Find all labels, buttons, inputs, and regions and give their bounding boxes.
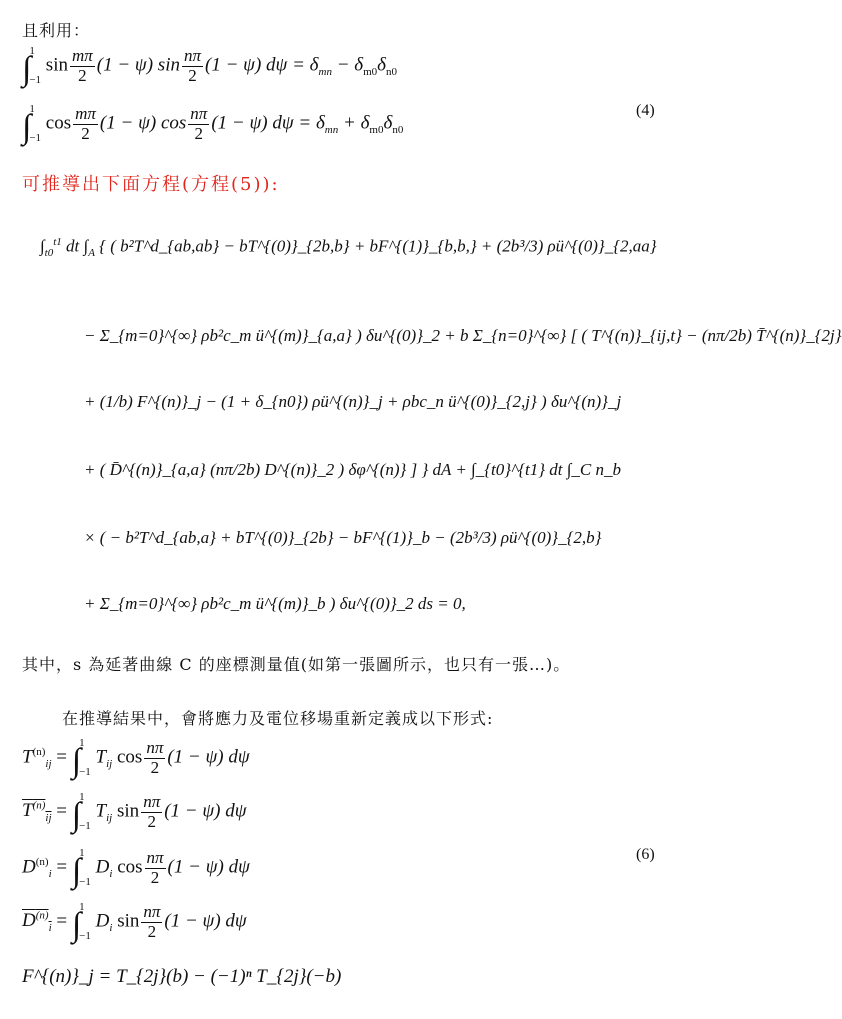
eq6-row1: $T^{(n)}_{ij}$ = ∫ 1 −1 $T_{ij}$ cos $\frac{n\pi}{2}$ (1 − ψ) dψ [22,737,250,780]
eq5-line4: + ( D̄^{(n)}_{a,a} (nπ/2b) D^{(n)}_2 ) δφ^{(n)} ] } dA + ∫_{t0}^{t1} dt ∫_C n_b [84,460,621,479]
integral-sign: ∫ [71,796,82,834]
eq5-line3: + (1/b) F^{(n)}_j − (1 + δ_{n0}) ρü^{(n)}_j + ρbc_n ü^{(0)}_{2,j} ) δu^{(n)}_j [84,392,622,411]
eq5-line6: + Σ_{m=0}^{∞} ρb²c_m ü^{(m)}_b ) δu^{(0)}_2 ds = 0, [84,594,466,613]
eq4-line1: ∫ 1 −1 sin $\frac{m\pi}{2}$ (1 − ψ) sin $\frac{n\pi}{2}$ (1 − ψ) $d\psi = \delta_{mn} - \delta_{m0}\delta_{n0}$ [22,45,398,88]
integral-sign: ∫ [22,108,32,146]
result-text: 在推導結果中，會將應力及電位移場重新定義成以下形式: [62,709,494,728]
derive-heading: 可推導出下面方程(方程(5)): [22,174,280,195]
where-text: 其中，s 為延著曲線 C 的座標測量值(如第一張圖所示，也只有一張…)。 [22,655,571,674]
eq6-row3: $D^{(n)}_i$ = ∫ 1 −1 $D_i$ cos $\frac{n\pi}{2}$ (1 − ψ) dψ [22,847,250,890]
eq4-line2: ∫ 1 −1 cos $\frac{m\pi}{2}$ (1 − ψ) cos $\frac{n\pi}{2}$ (1 − ψ) $d\psi = \delta_{mn} + \delta_{m0}\delta_{n0}$ [22,103,404,146]
eq6-number: (6) [636,846,655,863]
eq5-line1: $\int_{t0}^{t1}$ dt $\int_A$ { ( b²T^d_{ab,ab} − bT^{(0)}_{2b,b} + bF^{(1)}_{b,b,} + (2b³/3) ρü^{(0)}_{2,aa} [40,236,657,260]
integral-sign: ∫ [71,906,82,944]
integral-sign: ∫ [71,852,82,890]
integral-sign: ∫ [22,50,32,88]
integral-sign: ∫ [71,742,82,780]
eq4-number: (4) [636,102,655,119]
eq5-line2: − Σ_{m=0}^{∞} ρb²c_m ü^{(m)}_{a,a} ) δu^{(0)}_2 + b Σ_{n=0}^{∞} [ ( T^{(n)}_{ij,t} − (nπ/2b) T̄^{(n)}_{2j} [84,326,842,345]
eq5-line5: × ( − b²T^d_{ab,a} + bT^{(0)}_{2b} − bF^{(1)}_b − (2b³/3) ρü^{(0)}_{2,b} [84,528,602,547]
eq6-row4: $D^{(n)}_i$ = ∫ 1 −1 $D_i$ sin $\frac{n\pi}{2}$ (1 − ψ) dψ [22,901,247,944]
eq6-row5: F^{(n)}_j = T_{2j}(b) − (−1)ⁿ T_{2j}(−b) [22,966,342,987]
intro-text: 且利用： [22,21,91,40]
eq6-row2: $T^{(n)}_{ij}$ = ∫ 1 −1 $T_{ij}$ sin $\frac{n\pi}{2}$ (1 − ψ) dψ [22,791,247,834]
